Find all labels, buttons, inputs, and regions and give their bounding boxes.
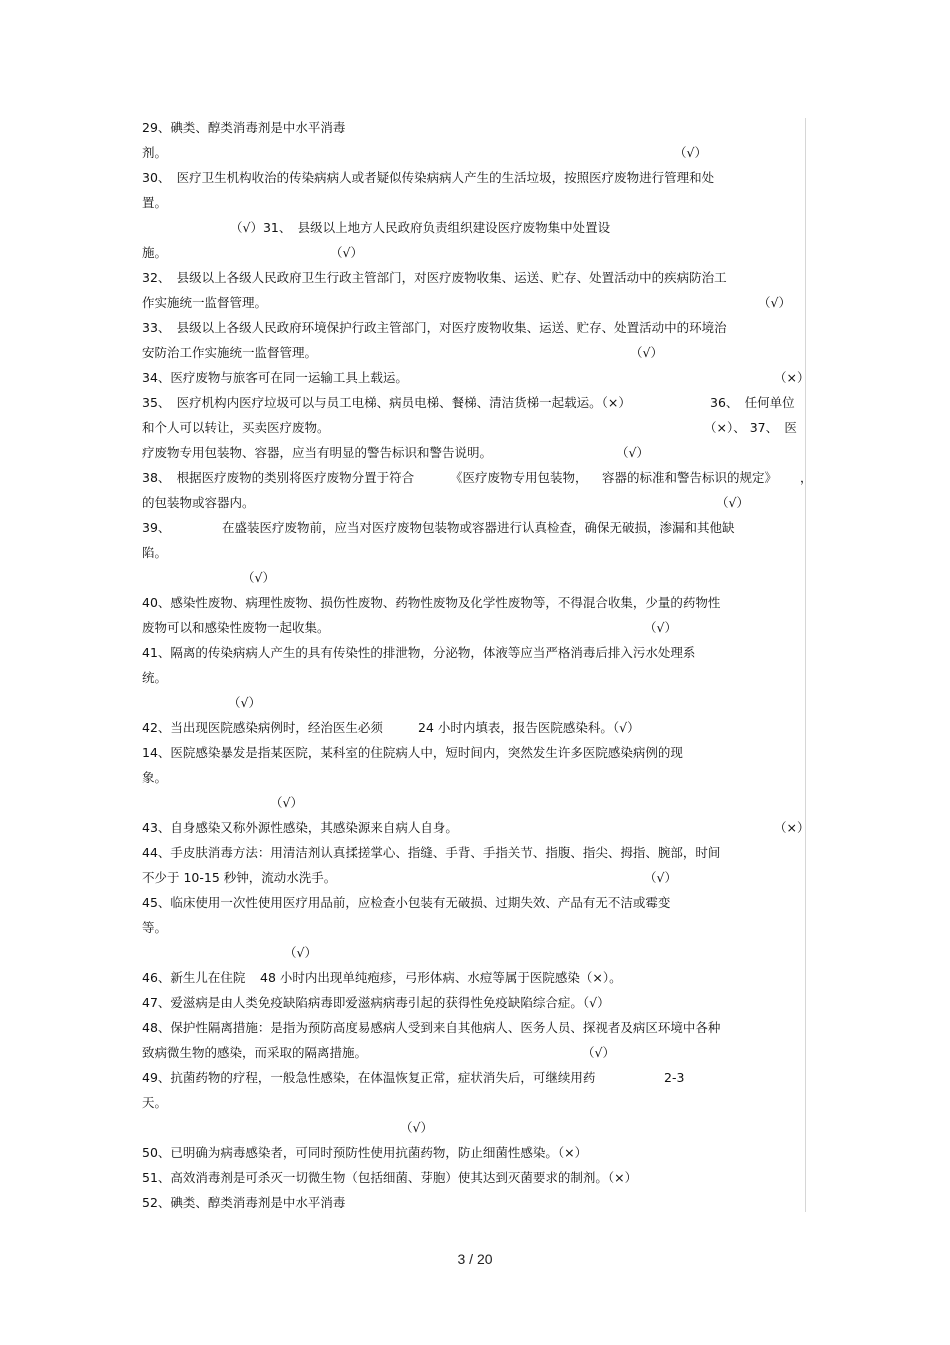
text-segment: （√） xyxy=(674,145,707,160)
text-segment: 象。 xyxy=(142,770,168,785)
text-line xyxy=(142,1043,807,1063)
text-line xyxy=(142,1168,807,1188)
text-segment: 天。 xyxy=(142,1095,168,1110)
text-segment: 49、抗菌药物的疗程，一般急性感染，在体温恢复正常，症状消失后，可继续用药 xyxy=(142,1070,596,1085)
text-segment: 34、医疗废物与旅客可在同一运输工具上载运。 xyxy=(142,370,408,385)
text-segment: 容器的标准和警告标识的规定》 xyxy=(602,470,778,485)
text-segment: 施。 xyxy=(142,245,168,260)
text-line xyxy=(142,968,807,988)
text-line xyxy=(142,543,807,563)
text-segment: 30、 医疗卫生机构收治的传染病病人或者疑似传染病病人产生的生活垃圾，按照医疗废物进行管理和处 xyxy=(142,170,715,185)
text-segment: 33、 县级以上各级人民政府环境保护行政主管部门，对医疗废物收集、运送、贮存、处置活动中的环境治 xyxy=(142,320,727,335)
text-line xyxy=(142,443,807,463)
text-line xyxy=(142,768,807,788)
text-segment: （√）31、 县级以上地方人民政府负责组织建设医疗废物集中处置设 xyxy=(230,220,611,235)
text-segment: 不少于 10-15 秒钟，流动水洗手。 xyxy=(142,870,337,885)
text-line xyxy=(142,718,807,738)
text-segment: （√） xyxy=(630,345,663,360)
text-segment: 24 小时内填表，报告医院感染科。（√） xyxy=(418,720,640,735)
text-segment: （√） xyxy=(400,1120,433,1135)
text-line xyxy=(142,918,807,938)
text-line xyxy=(142,943,807,963)
text-line xyxy=(142,668,807,688)
text-line xyxy=(142,993,807,1013)
text-segment: 的包装物或容器内。 xyxy=(142,495,255,510)
text-segment: 剂。 xyxy=(142,145,168,160)
text-line xyxy=(142,318,807,338)
text-segment: （√） xyxy=(270,795,303,810)
text-segment: 废物可以和感染性废物一起收集。 xyxy=(142,620,330,635)
text-segment: 36、 任何单位 xyxy=(710,395,795,410)
text-segment: 作实施统一监督管理。 xyxy=(142,295,268,310)
text-line xyxy=(142,393,807,413)
text-segment: 48 小时内出现单纯疱疹，弓形体病、水痘等属于医院感染（×）。 xyxy=(260,970,622,985)
text-segment: 46、新生儿在住院 xyxy=(142,970,246,985)
text-line xyxy=(142,643,807,663)
text-segment: 和个人可以转让，买卖医疗废物。 xyxy=(142,420,330,435)
text-line xyxy=(142,168,807,188)
text-segment: 2-3 xyxy=(664,1070,685,1085)
text-line xyxy=(142,1193,807,1213)
text-segment: 陷。 xyxy=(142,545,168,560)
text-line xyxy=(142,618,807,638)
text-line xyxy=(142,568,807,588)
text-segment: 疗废物专用包装物、容器，应当有明显的警告标识和警告说明。 xyxy=(142,445,493,460)
text-segment: 45、临床使用一次性使用医疗用品前，应检查小包装有无破损、过期失效、产品有无不洁或霉变 xyxy=(142,895,671,910)
text-segment: 44、手皮肤消毒方法：用清洁剂认真揉搓掌心、指缝、手背、手指关节、指腹、指尖、拇指、腕部，时间 xyxy=(142,845,721,860)
text-line xyxy=(142,818,810,838)
text-line xyxy=(142,843,807,863)
text-segment: （√） xyxy=(716,495,749,510)
text-segment: 50、已明确为病毒感染者，可同时预防性使用抗菌药物，防止细菌性感染。（×） xyxy=(142,1145,588,1160)
text-line xyxy=(142,243,807,263)
text-line xyxy=(142,793,807,813)
text-segment: （√） xyxy=(242,570,275,585)
text-segment: （√） xyxy=(582,1045,615,1060)
text-line xyxy=(142,418,807,438)
text-segment: 置。 xyxy=(142,195,168,210)
text-segment: （√） xyxy=(644,870,677,885)
text-segment: 52、碘类、醇类消毒剂是中水平消毒 xyxy=(142,1195,346,1210)
text-line xyxy=(142,293,807,313)
text-line xyxy=(142,218,807,238)
text-segment: （×）、 37、 医 xyxy=(704,420,797,435)
text-segment: 29、碘类、醇类消毒剂是中水平消毒 xyxy=(142,120,346,135)
text-segment: （√） xyxy=(228,695,261,710)
text-segment: 安防治工作实施统一监督管理。 xyxy=(142,345,318,360)
text-segment: 39、 xyxy=(142,520,171,535)
text-line xyxy=(142,743,807,763)
text-line xyxy=(142,343,807,363)
text-segment: 32、 县级以上各级人民政府卫生行政主管部门，对医疗废物收集、运送、贮存、处置活动中的疾病防治工 xyxy=(142,270,727,285)
text-line xyxy=(142,1143,807,1163)
text-line xyxy=(142,893,807,913)
text-segment: （√） xyxy=(284,945,317,960)
text-line xyxy=(142,693,807,713)
text-line xyxy=(142,518,807,538)
text-segment: 42、当出现医院感染病例时，经治医生必须 xyxy=(142,720,383,735)
text-segment: 43、自身感染又称外源性感染，其感染源来自病人自身。 xyxy=(142,820,458,835)
text-line xyxy=(142,868,807,888)
text-segment: 41、隔离的传染病病人产生的具有传染性的排泄物，分泌物，体液等应当严格消毒后排入污水处理系 xyxy=(142,645,696,660)
text-segment: 48、保护性隔离措施：是指为预防高度易感病人受到来自其他病人、医务人员、探视者及病区环境中各种 xyxy=(142,1020,721,1035)
text-segment: 51、高效消毒剂是可杀灭一切微生物（包括细菌、芽胞）使其达到灭菌要求的制剂。（×） xyxy=(142,1170,638,1185)
page-number: 3 / 20 xyxy=(457,1251,493,1267)
text-segment: 35、 医疗机构内医疗垃圾可以与员工电梯、病员电梯、餐梯、清洁货梯一起载运。（×） xyxy=(142,395,631,410)
text-line xyxy=(142,593,807,613)
text-segment: 40、感染性废物、病理性废物、损伤性废物、药物性废物及化学性废物等，不得混合收集，少量的药物性 xyxy=(142,595,721,610)
text-segment: 47、爱滋病是由人类免疫缺陷病毒即爱滋病病毒引起的获得性免疫缺陷综合症。（√） xyxy=(142,995,610,1010)
text-line xyxy=(142,368,810,388)
text-line xyxy=(142,193,807,213)
text-line xyxy=(142,143,807,163)
text-segment: 致病微生物的感染，而采取的隔离措施。 xyxy=(142,1045,368,1060)
text-line xyxy=(142,1118,807,1138)
text-segment: 等。 xyxy=(142,920,168,935)
text-segment: （×） xyxy=(774,370,810,385)
text-line xyxy=(142,268,807,288)
text-segment: （√） xyxy=(330,245,363,260)
text-line xyxy=(142,1068,807,1088)
text-segment: （√） xyxy=(644,620,677,635)
text-segment: （×） xyxy=(774,820,810,835)
text-line xyxy=(142,1018,807,1038)
text-segment: ， xyxy=(800,470,813,485)
text-segment: 统。 xyxy=(142,670,168,685)
text-line xyxy=(142,1093,807,1113)
text-segment: 38、 根据医疗废物的类别将医疗废物分置于符合 xyxy=(142,470,415,485)
text-segment: 14、医院感染暴发是指某医院，某科室的住院病人中，短时间内，突然发生许多医院感染病例的现 xyxy=(142,745,683,760)
text-segment: （√） xyxy=(616,445,649,460)
text-line xyxy=(142,493,807,513)
text-segment: （√） xyxy=(758,295,791,310)
text-line xyxy=(142,118,807,138)
text-segment: 《医疗废物专用包装物， xyxy=(450,470,588,485)
text-line xyxy=(142,468,813,488)
text-segment: 在盛装医疗废物前，应当对医疗废物包装物或容器进行认真检查，确保无破损，渗漏和其他缺 xyxy=(222,520,735,535)
